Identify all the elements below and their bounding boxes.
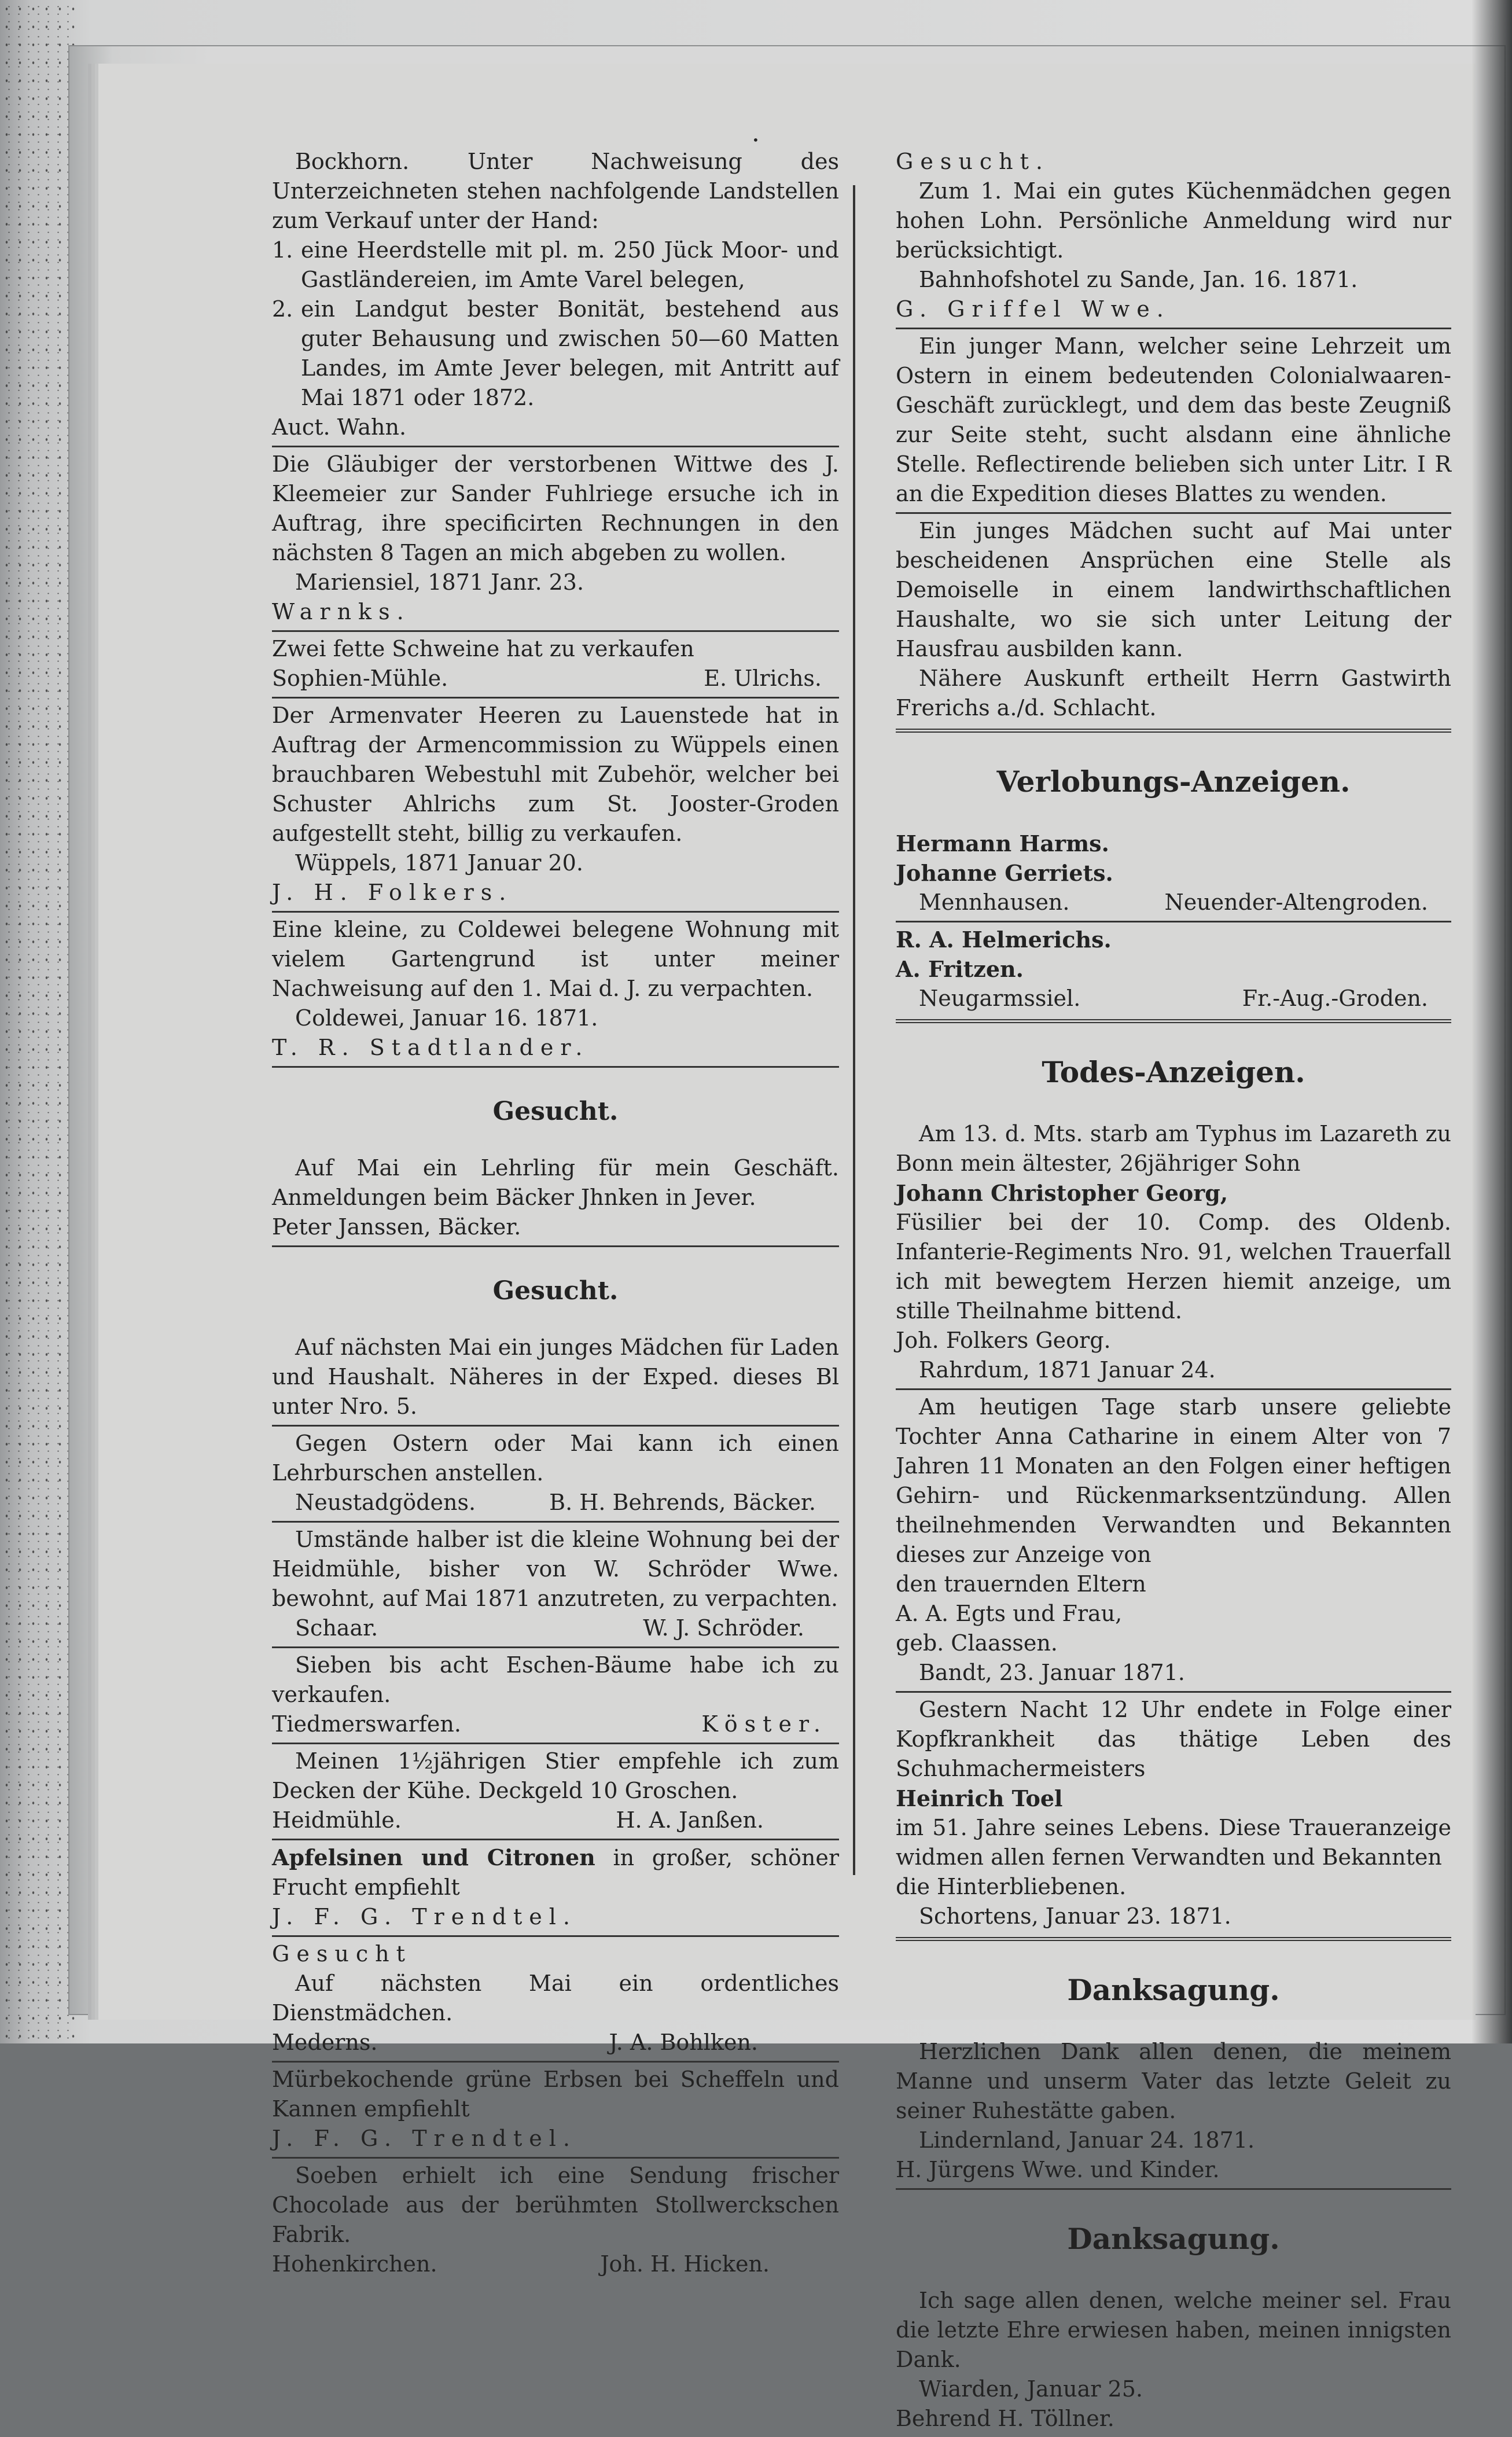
ad-apprentice [272, 1068, 839, 1247]
ad-place-date: Wüppels, 1871 Januar 20. [295, 850, 583, 876]
ad-footer [272, 1710, 839, 1739]
ad-text: Umstände halber ist die kleine Wohnung bei der Heidmühle, bisher von W. Schröder Wwe. bewohnt, auf Mai 1871 anzutreten, zu verpachten. [272, 1527, 839, 1611]
list-item [272, 295, 839, 413]
ad-signature: Joh. H. Hicken. [600, 2251, 770, 2277]
ad-footer [272, 1488, 839, 1517]
ad-place-date: Bahnhofshotel zu Sande, Jan. 16. 1871. [919, 267, 1358, 292]
ad-signature: Auct. Wahn. [272, 414, 407, 440]
engagement-places [896, 984, 1451, 1013]
ad-text: Ein junges Mädchen sucht auf Mai unter bescheidenen Ansprüchen eine Stelle als Demoiselle in einem landwirthschaftlichen Haushalte, wo sie sich unter Leitung der Hausfrau ausbilden kann. [896, 518, 1451, 661]
ad-signature: Warnks. [272, 599, 411, 624]
notice-text: im 51. Jahre seines Lebens. Diese Traueranzeige widmen allen fernen Verwandten und Bekannten [896, 1815, 1451, 1870]
ad-text: Bockhorn. Unter Nachweisung des Unterzeichneten stehen nachfolgende Landstellen zum Verkauf unter der Hand: [272, 149, 839, 233]
ad-text: Mürbekochende grüne Erbsen bei Scheffeln und Kannen empfiehlt [272, 2067, 839, 2122]
column-divider [853, 185, 855, 1875]
notice-place-date: Bandt, 23. Januar 1871. [919, 1660, 1185, 1685]
ad-footer [272, 664, 839, 693]
notice-signature: geb. Claassen. [896, 1630, 1058, 1656]
section-heading: Danksagung. [1067, 2222, 1280, 2256]
notice-text-center: den trauernden Eltern [896, 1571, 1146, 1597]
ad-heading: Gesucht. [492, 1097, 619, 1126]
ad-text: Zwei fette Schweine hat zu verkaufen [272, 636, 694, 661]
ad-chocolate [272, 2159, 839, 2282]
ad-text: Sieben bis acht Eschen-Bäume habe ich zu verkaufen. [272, 1652, 839, 1707]
ad-place: Mederns. [272, 2030, 378, 2055]
ad-place: Neustadgödens. [295, 1490, 476, 1515]
list-number: 2. [272, 296, 293, 322]
ad-heading: Gesucht. [492, 1276, 619, 1306]
notice-text: Ich sage allen denen, welche meiner sel. Frau die letzte Ehre erwiesen haben, meinen innigsten Dank. [896, 2288, 1451, 2372]
notice-text: Gestern Nacht 12 Uhr endete in Folge einer Kopfkrankheit das thätige Leben des Schuhmachermeisters [896, 1697, 1451, 1781]
ad-text-bold: Apfelsinen und Citronen [272, 1844, 595, 1870]
right-column [896, 145, 1451, 2437]
death-notice-3 [896, 1693, 1451, 1941]
engagement-announcement-2 [896, 922, 1451, 1023]
place: Neuender-Altengroden. [1164, 889, 1428, 915]
ad-text: Auf Mai ein Lehrling für mein Geschäft. Anmeldungen beim Bäcker Jhnken in Jever. [272, 1155, 839, 1210]
ad-signature: J. H. Folkers. [272, 880, 513, 905]
notice-signature: Behrend H. Töllner. [896, 2406, 1114, 2431]
notice-signature: die Hinterbliebenen. [896, 1874, 1127, 1899]
left-column [272, 145, 839, 2282]
binding-shadow [1471, 0, 1512, 2043]
ad-signature: E. Ulrichs. [704, 666, 822, 691]
engaged-name: A. Fritzen. [896, 956, 1024, 982]
ad-signature: H. A. Janßen. [616, 1807, 764, 1833]
place: Mennhausen. [919, 889, 1070, 915]
notice-text: Herzlichen Dank allen denen, die meinem Manne und unserm Vater das letzte Geleit zu seiner Ruhestätte gaben. [896, 2039, 1451, 2123]
ad-place: Hohenkirchen. [272, 2251, 437, 2277]
ad-text: Zum 1. Mai ein gutes Küchenmädchen gegen hohen Lohn. Persönliche Anmeldung wird nur berücksichtigt. [896, 178, 1451, 263]
ad-place-date: Coldewei, Januar 16. 1871. [295, 1005, 598, 1031]
ad-signature: J. F. G. Trendtel. [272, 2126, 577, 2151]
notice-text: Am 13. d. Mts. starb am Typhus im Lazareth zu Bonn mein ältester, 26jähriger Sohn [896, 1121, 1451, 1176]
ad-kitchen-maid [896, 145, 1451, 329]
ad-text: Gegen Ostern oder Mai kann ich einen Lehrburschen anstellen. [272, 1431, 839, 1486]
ad-signature: G. Griffel Wwe. [896, 296, 1171, 322]
notice-place-date: Schortens, Januar 23. 1871. [919, 1903, 1231, 1929]
ad-footer [272, 2028, 839, 2057]
ad-text: Die Gläubiger der verstorbenen Wittwe des J. Kleemeier zur Sander Fuhlriege ersuche ich in Auftrag, ihre specificirten Rechnungen in den nächsten 8 Tagen an mich abgeben zu wollen. [272, 451, 839, 565]
deceased-name: Johann Christopher Georg, [896, 1180, 1228, 1206]
ad-place-date: Mariensiel, 1871 Janr. 23. [295, 569, 584, 595]
deceased-name: Heinrich Toel [896, 1785, 1063, 1811]
notice-text: Am heutigen Tage starb unsere geliebte Tochter Anna Catharine in einem Alter von 7 Jahren 11 Monaten an den Folgen einer heftigen Gehirn- und Rückenmarksentzündung. Allen theilnehmenden Verwandten und Bekannten dieses zur Anzeige von [896, 1394, 1451, 1567]
list-text: ein Landgut bester Bonität, bestehend aus guter Behausung und zwischen 50—60 Matten Landes, im Amte Jever belegen, mit Antritt auf Mai 1871 oder 1872. [301, 296, 839, 410]
ad-footer [272, 1806, 839, 1835]
ad-place: Sophien-Mühle. [272, 666, 448, 691]
ad-place: Tiedmerswarfen. [272, 1711, 461, 1737]
list-number: 1. [272, 237, 293, 263]
notice-place-date: Wiarden, Januar 25. [919, 2376, 1143, 2402]
notice-place-date: Lindernland, Januar 24. 1871. [919, 2127, 1255, 2153]
engagement-places [896, 888, 1451, 917]
ad-place: Heidmühle. [272, 1807, 402, 1833]
thanks-2 [896, 2190, 1451, 2437]
ad-signature: J. F. G. Trendtel. [272, 1904, 577, 1929]
ad-text-rest: in großer, schöner Frucht empfiehlt [272, 1845, 839, 1900]
ad-maid-wanted [272, 1937, 839, 2063]
notice-place-date: Rahrdum, 1871 Januar 24. [919, 1357, 1216, 1383]
engaged-name: Johanne Gerriets. [896, 860, 1113, 886]
notice-signature: H. Jürgens Wwe. und Kinder. [896, 2157, 1220, 2182]
notice-text: Füsilier bei der 10. Comp. des Oldenb. Infanterie-Regiments Nro. 91, welchen Trauerfall ich mit bewegtem Herzen hiemit anzeige, um stille Theilnahme bittend. [896, 1210, 1451, 1324]
section-heading: Todes-Anzeigen. [1042, 1055, 1305, 1089]
ad-signature: J. A. Bohlken. [609, 2030, 758, 2055]
ad-ash-trees [272, 1648, 839, 1744]
place: Fr.-Aug.-Groden. [1242, 986, 1428, 1011]
ad-signature: Peter Janssen, Bäcker. [272, 1214, 521, 1240]
ad-place: Schaar. [295, 1615, 378, 1641]
list-text: eine Heerdstelle mit pl. m. 250 Jück Moor- und Gastländereien, im Amte Varel belegen, [301, 237, 839, 292]
ad-text: Meinen 1½jährigen Stier empfehle ich zum Decken der Kühe. Deckgeld 10 Groschen. [272, 1748, 839, 1803]
ad-signature: Köster. [701, 1711, 827, 1737]
ad-text: Auf nächsten Mai ein junges Mädchen für Laden und Haushalt. Näheres in der Exped. dieses Bl unter Nro. 5. [272, 1335, 839, 1419]
ad-loom [272, 699, 839, 913]
notice-signature: Joh. Folkers Georg. [896, 1328, 1111, 1353]
ad-text: Der Armenvater Heeren zu Lauenstede hat in Auftrag der Armencommission zu Wüppels einen brauchbaren Webestuhl mit Zubehör, welcher bei Schuster Ahlrichs zum St. Jooster-Groden aufgestellt steht, billig zu verkaufen. [272, 703, 839, 846]
ad-text-2: Nähere Auskunft ertheilt Herrn Gastwirth Frerichs a./d. Schlacht. [896, 666, 1451, 721]
ad-bull [272, 1744, 839, 1840]
list-item [272, 236, 839, 295]
ad-text [272, 1843, 839, 1902]
ad-text: Soeben erhielt ich eine Sendung frischer Chocolade aus der berühmten Stollwerckschen Fabrik. [272, 2163, 839, 2247]
ad-heading: Gesucht [272, 1941, 412, 1966]
engagement-announcements [896, 733, 1451, 922]
ad-peas [272, 2063, 839, 2159]
ad-text: Eine kleine, zu Coldewei belegene Wohnung mit vielem Gartengrund ist unter meiner Nachweisung auf den 1. Mai d. J. zu verpachten. [272, 917, 839, 1001]
ad-signature: B. H. Behrends, Bäcker. [549, 1490, 816, 1515]
ad-bockhorn [272, 145, 839, 447]
place: Neugarmssiel. [919, 986, 1081, 1011]
notice-signature: A. A. Egts und Frau, [896, 1601, 1123, 1626]
ad-signature: T. R. Stadtlander. [272, 1035, 590, 1060]
section-heading: Danksagung. [1067, 1973, 1280, 2007]
ad-heading: Gesucht. [896, 149, 1050, 174]
ad-girl-wanted [272, 1247, 839, 1427]
death-notice-2 [896, 1390, 1451, 1693]
marbled-book-edge [0, 0, 75, 2043]
ad-text: Ein junger Mann, welcher seine Lehrzeit um Ostern in einem bedeutenden Colonialwaaren-Geschäft zurücklegt, und dem das beste Zeugniß zur Seite steht, sucht alsdann eine ähnliche Stelle. Reflectirende belieben sich unter Litr. I R an die Expedition dieses Blattes zu wenden. [896, 333, 1451, 506]
ad-oranges [272, 1840, 839, 1937]
ad-young-man [896, 329, 1451, 514]
death-notice-1 [896, 1023, 1451, 1390]
ad-heidmuehle [272, 1523, 839, 1648]
engaged-name: Hermann Harms. [896, 830, 1109, 857]
section-heading: Verlobungs-Anzeigen. [996, 764, 1351, 799]
engaged-name: R. A. Helmerichs. [896, 927, 1112, 953]
ad-young-girl [896, 514, 1451, 733]
ad-text: Auf nächsten Mai ein ordentliches Dienstmädchen. [272, 1971, 839, 2026]
ad-signature: W. J. Schröder. [643, 1615, 804, 1641]
thanks-1 [896, 1941, 1451, 2190]
ad-footer [272, 2249, 839, 2279]
ad-footer [272, 1613, 839, 1643]
ad-baker-lad [272, 1427, 839, 1523]
ad-creditors [272, 447, 839, 632]
ad-dwelling [272, 913, 839, 1068]
ad-pigs [272, 632, 839, 699]
page-ornament: • [752, 133, 759, 147]
